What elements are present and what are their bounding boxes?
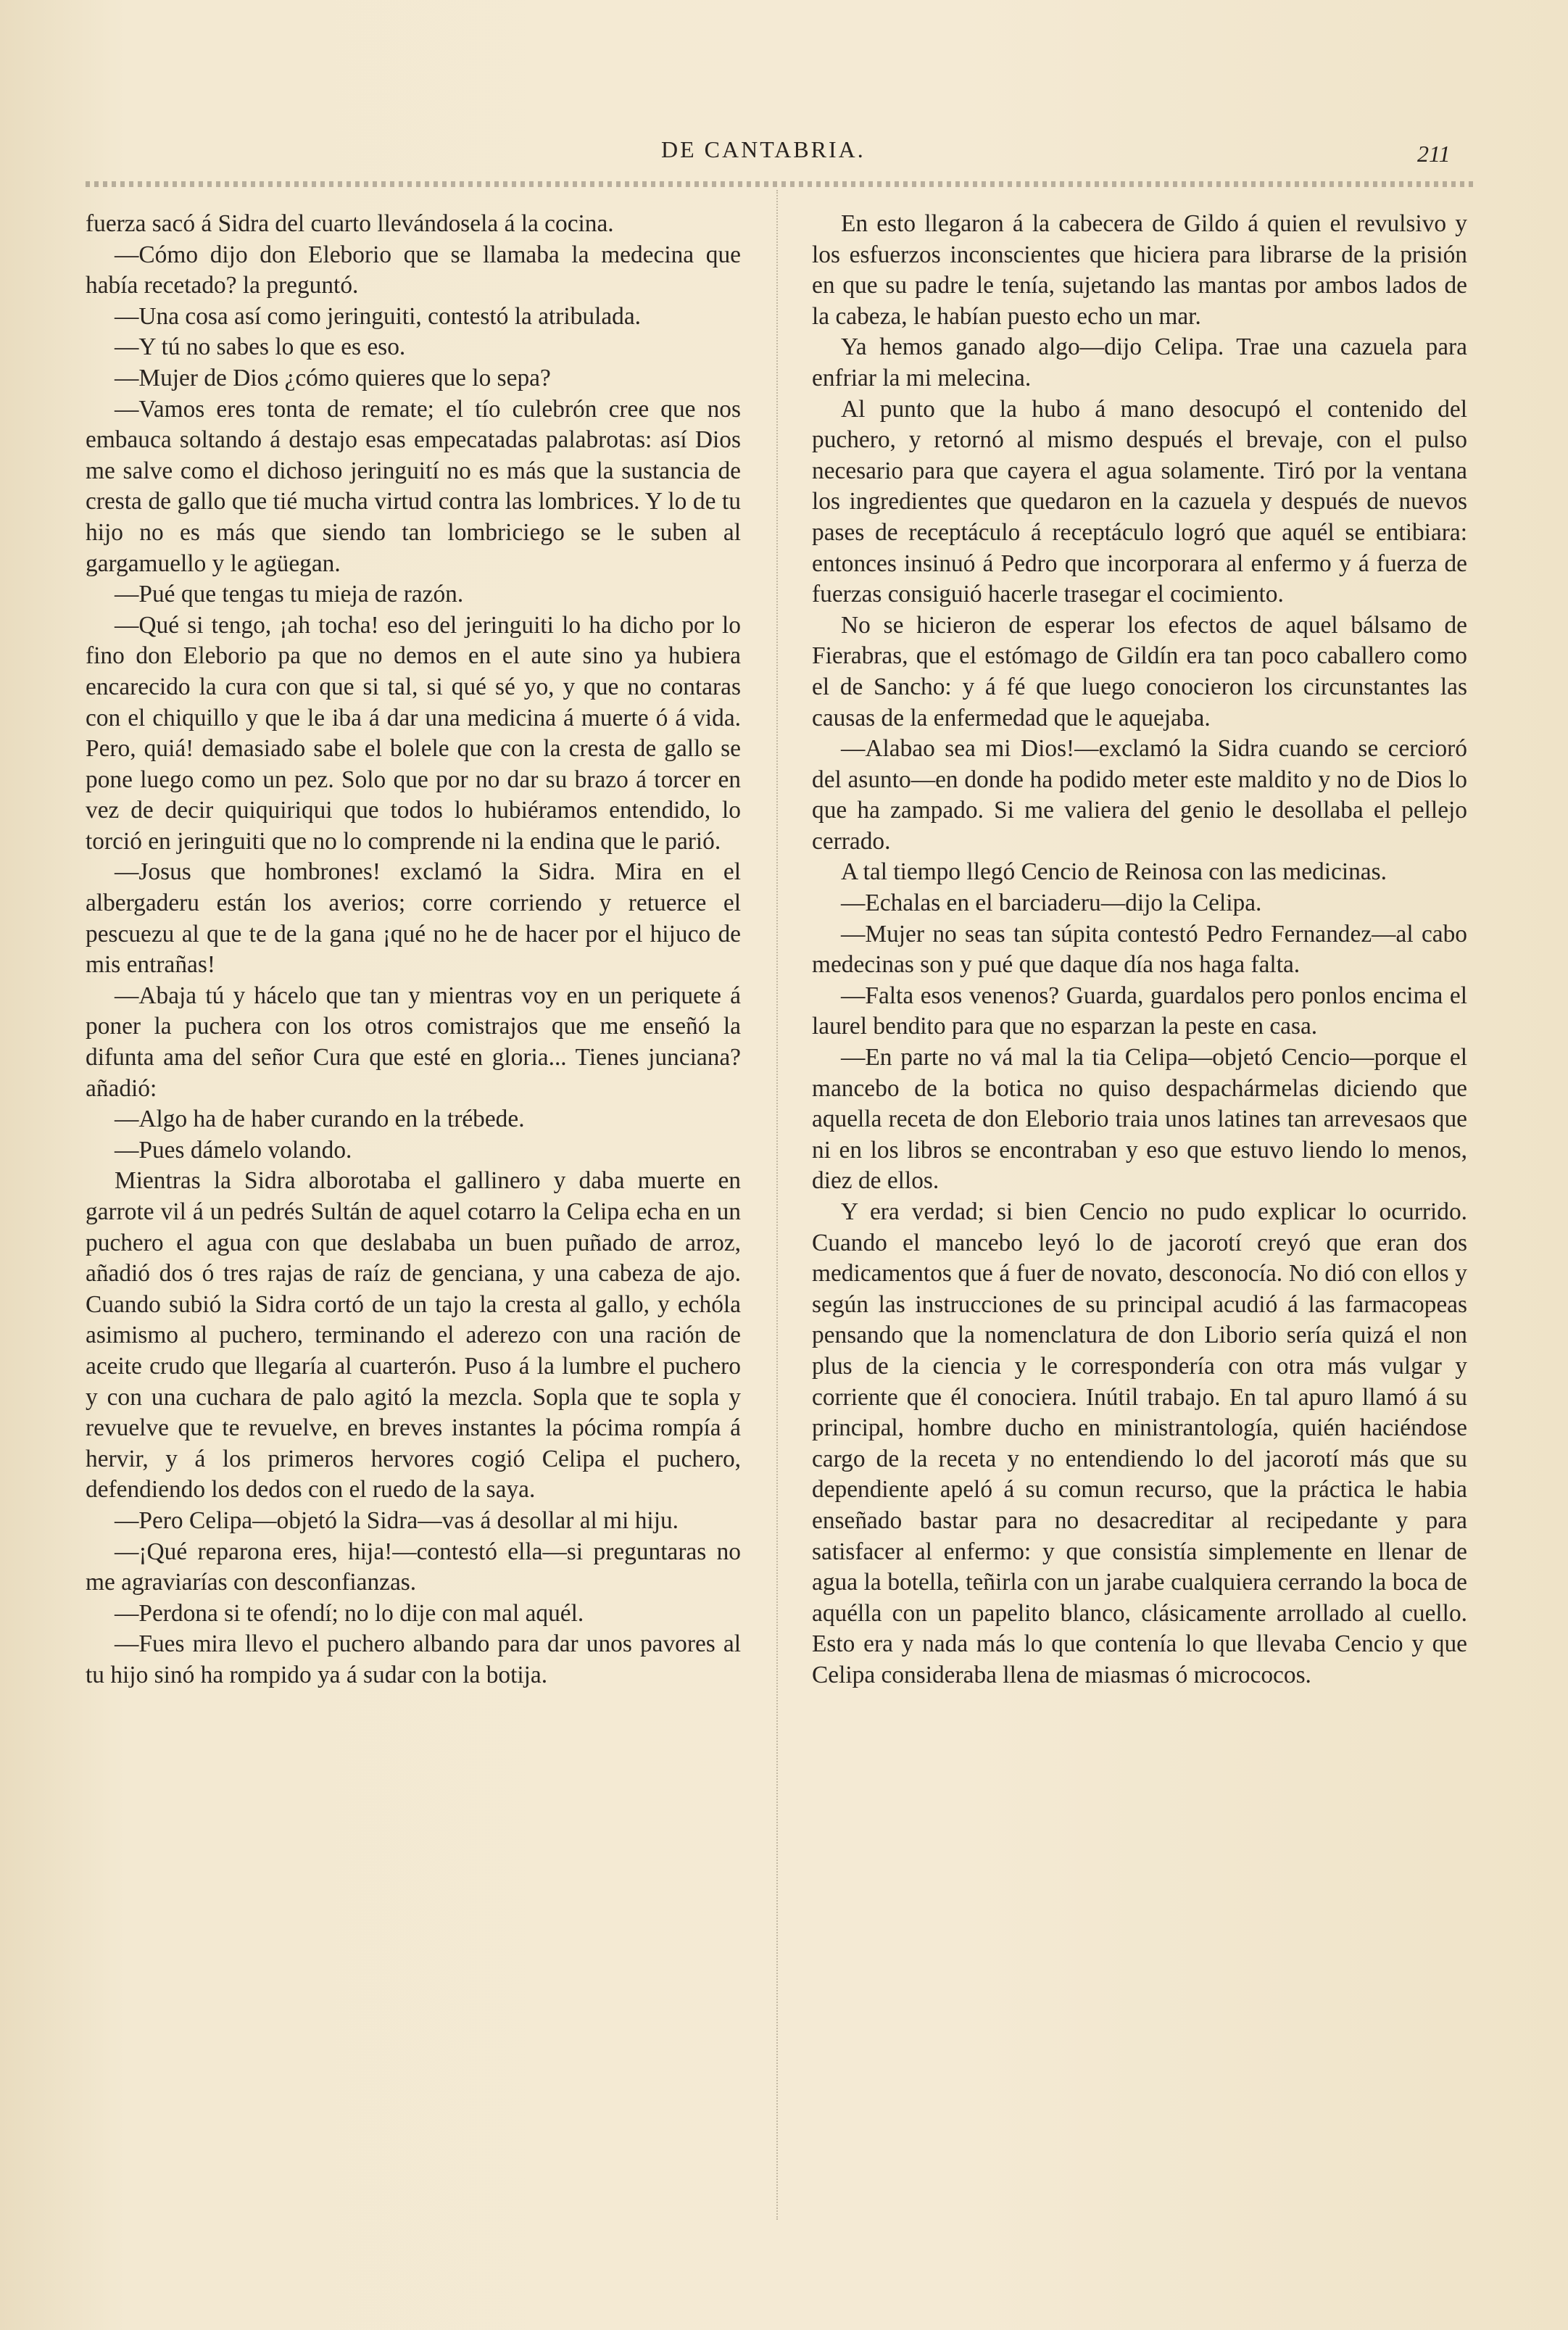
paragraph: —Cómo dijo don Eleborio que se llamaba la medecina que había recetado? la preguntó.	[86, 241, 741, 299]
paragraph: —Perdona si te ofendí; no lo dije con mal aquél.	[115, 1599, 584, 1627]
paragraph: —Pero Celipa—objetó la Sidra—vas á desollar al mi hiju.	[115, 1506, 679, 1534]
paragraph: A tal tiempo llegó Cencio de Reinosa con las medicinas.	[841, 858, 1387, 886]
paragraph: Al punto que la hubo á mano desocupó el contenido del puchero, y retornó al mismo después el brevaje, con el pulso necesario para que cayera el agua solamente. Tiró por la ventana los ingredientes que quedaron en la cazuela y después de nuevos pases de receptáculo á receptáculo logró que aquél se entibiara: entonces insinuó á Pedro que incorporara al enfermo y á fuerza de fuerzas consiguió hacerle trasegar el cocimiento.	[812, 395, 1467, 608]
left-column	[86, 209, 741, 1691]
paragraph: —Vamos eres tonta de remate; el tío culebrón cree que nos embauca soltando á destajo esas empecatadas palabrotas: así Dios me salve como el dichoso jeringuití no es más que la sustancia de cresta de gallo que tié mucha virtud contra las lombrices. Y lo de tu hijo no es más que siendo tan lombriciego se le suben al gargamuello y le agüegan.	[86, 395, 741, 577]
paragraph: —Una cosa así como jeringuiti, contestó la atribulada.	[115, 302, 642, 330]
column-divider	[776, 190, 779, 2220]
paragraph: En esto llegaron á la cabecera de Gildo á quien el revulsivo y los esfuerzos inconscientes que hiciera para librarse de la prisión en que su padre le tenía, sujetando las mantas por ambos lados de la cabeza, le habían puesto echo un mar.	[812, 210, 1467, 330]
page-header-title: DE CANTABRIA.	[661, 136, 866, 162]
paragraph: —Qué si tengo, ¡ah tocha! eso del jeringuiti lo ha dicho por lo fino don Eleborio pa que no demos en el aute sino ya hubiera encarecido la cura con que si tal, si qué sé yo, y que no contaras con el chiquillo y que le iba á dar una medicina á muerte ó á vida. Pero, quiá! demasiado sabe el bolele que con la cresta de gallo se pone luego como un pez. Solo que por no dar su brazo á torcer en vez de decir quiquiriqui que todos lo hubiéramos entendido, lo torció en jeringuiti que no lo comprende ni la endina que le parió.	[86, 611, 741, 855]
paragraph: —Pues dámelo volando.	[115, 1136, 352, 1164]
paragraph: —Abaja tú y hácelo que tan y mientras voy en un periquete á poner la puchera con los otros comistrajos que me enseñó la difunta ama del señor Cura que esté en gloria... Tienes junciana? añadió:	[86, 982, 741, 1102]
paragraph: —Josus que hombrones! exclamó la Sidra. Mira en el albergaderu están los averios; corre corriendo y retuerce el pescuezu al que te de la gana ¡qué no he de hacer por el hijuco de mis entrañas!	[86, 858, 741, 979]
paragraph: Ya hemos ganado algo—dijo Celipa. Trae una cazuela para enfriar la mi melecina.	[812, 333, 1467, 391]
paragraph: —Fues mira llevo el puchero albando para dar unos pavores al tu hijo sinó ha rompido ya á sudar con la botija.	[86, 1630, 741, 1688]
paragraph: —Pué que tengas tu mieja de razón.	[115, 581, 464, 608]
paragraph: —Falta esos venenos? Guarda, guardalos pero ponlos encima el laurel bendito para que no esparzan la peste en casa.	[812, 982, 1467, 1040]
page-number: 211	[1417, 141, 1451, 167]
paragraph: fuerza sacó á Sidra del cuarto llevándosela á la cocina.	[86, 210, 614, 237]
paragraph: —¡Qué reparona eres, hija!—contestó ella—si preguntaras no me agraviarías con desconfianzas.	[86, 1538, 741, 1596]
running-head	[0, 136, 1568, 173]
paragraph: —Mujer no seas tan súpita contestó Pedro Fernandez—al cabo medecinas son y pué que daque día nos haga falta.	[812, 920, 1467, 979]
paragraph: —Mujer de Dios ¿cómo quieres que lo sepa?	[115, 364, 551, 391]
paragraph: —Alabao sea mi Dios!—exclamó la Sidra cuando se cercioró del asunto—en donde ha podido meter este maldito y no de Dios lo que ha zampado. Si me valiera del genio le desollaba el pellejo cerrado.	[812, 735, 1467, 855]
paragraph: —En parte no vá mal la tia Celipa—objetó Cencio—porque el mancebo de la botica no quiso despachármelas diciendo que aquella receta de don Eleborio traia unos latines tan arrevesaos que ni en los libros se encontraban y eso que estuvo liendo lo menos, diez de ellos.	[812, 1044, 1467, 1195]
right-column	[812, 209, 1467, 1691]
paragraph: Y era verdad; si bien Cencio no pudo explicar lo ocurrido. Cuando el mancebo leyó lo de jacorotí creyó que eran dos medicamentos que á fuer de novato, desconocía. No dió con ellos y según las instrucciones de su principal acudió á las farmacopeas pensando que la nomenclatura de don Liborio sería quizá el non plus de la ciencia y le correspondería con otra más vulgar y corriente que él conociera. Inútil trabajo. En tal apuro llamó á su principal, hombre ducho en ministrantología, quién haciéndose cargo de la receta y no entendiendo lo del jacorotí más que su dependiente apeló á su comun recurso, que la práctica le habia enseñado bastar para no desacreditar al recipedante y para satisfacer al enfermo: y que consistía simplemente en llenar de agua la botella, teñirla con un jarabe cualquiera cerrando la boca de aquélla con un papelito blanco, clásicamente arrollado al cuello. Esto era y nada más lo que contenía lo que llevaba Cencio y que Celipa consideraba llena de miasmas ó micrococos.	[812, 1198, 1467, 1688]
paragraph: —Echalas en el barciaderu—dijo la Celipa.	[841, 890, 1262, 917]
header-rule	[86, 181, 1477, 187]
paragraph: —Algo ha de haber curando en la trébede.	[115, 1106, 525, 1133]
paragraph: —Y tú no sabes lo que es eso.	[115, 333, 406, 361]
paragraph: Mientras la Sidra alborotaba el gallinero y daba muerte en garrote vil á un pedrés Sultán de aquel cotarro la Celipa echa en un puchero el agua con que deslababa un buen puñado de arroz, añadió dos ó tres rajas de raíz de genciana, y una cabeza de ajo. Cuando subió la Sidra cortó de un tajo la cresta al gallo, y echóla asimismo al puchero, terminando el aderezo con una ración de aceite crudo que llegaría al cuarterón. Puso á la lumbre el puchero y con una cuchara de palo agitó la mezcla. Sopla que te sopla y revuelve que te revuelve, en breves instantes la pócima rompía á hervir, y á los primeros hervores cogió Celipa el puchero, defendiendo los dedos con el ruedo de la saya.	[86, 1167, 741, 1504]
paragraph: No se hicieron de esperar los efectos de aquel bálsamo de Fierabras, que el estómago de Gildín era tan poco caballero como el de Sancho: y á fé que luego conocieron los circunstantes las causas de la enfermedad que le aquejaba.	[812, 611, 1467, 731]
